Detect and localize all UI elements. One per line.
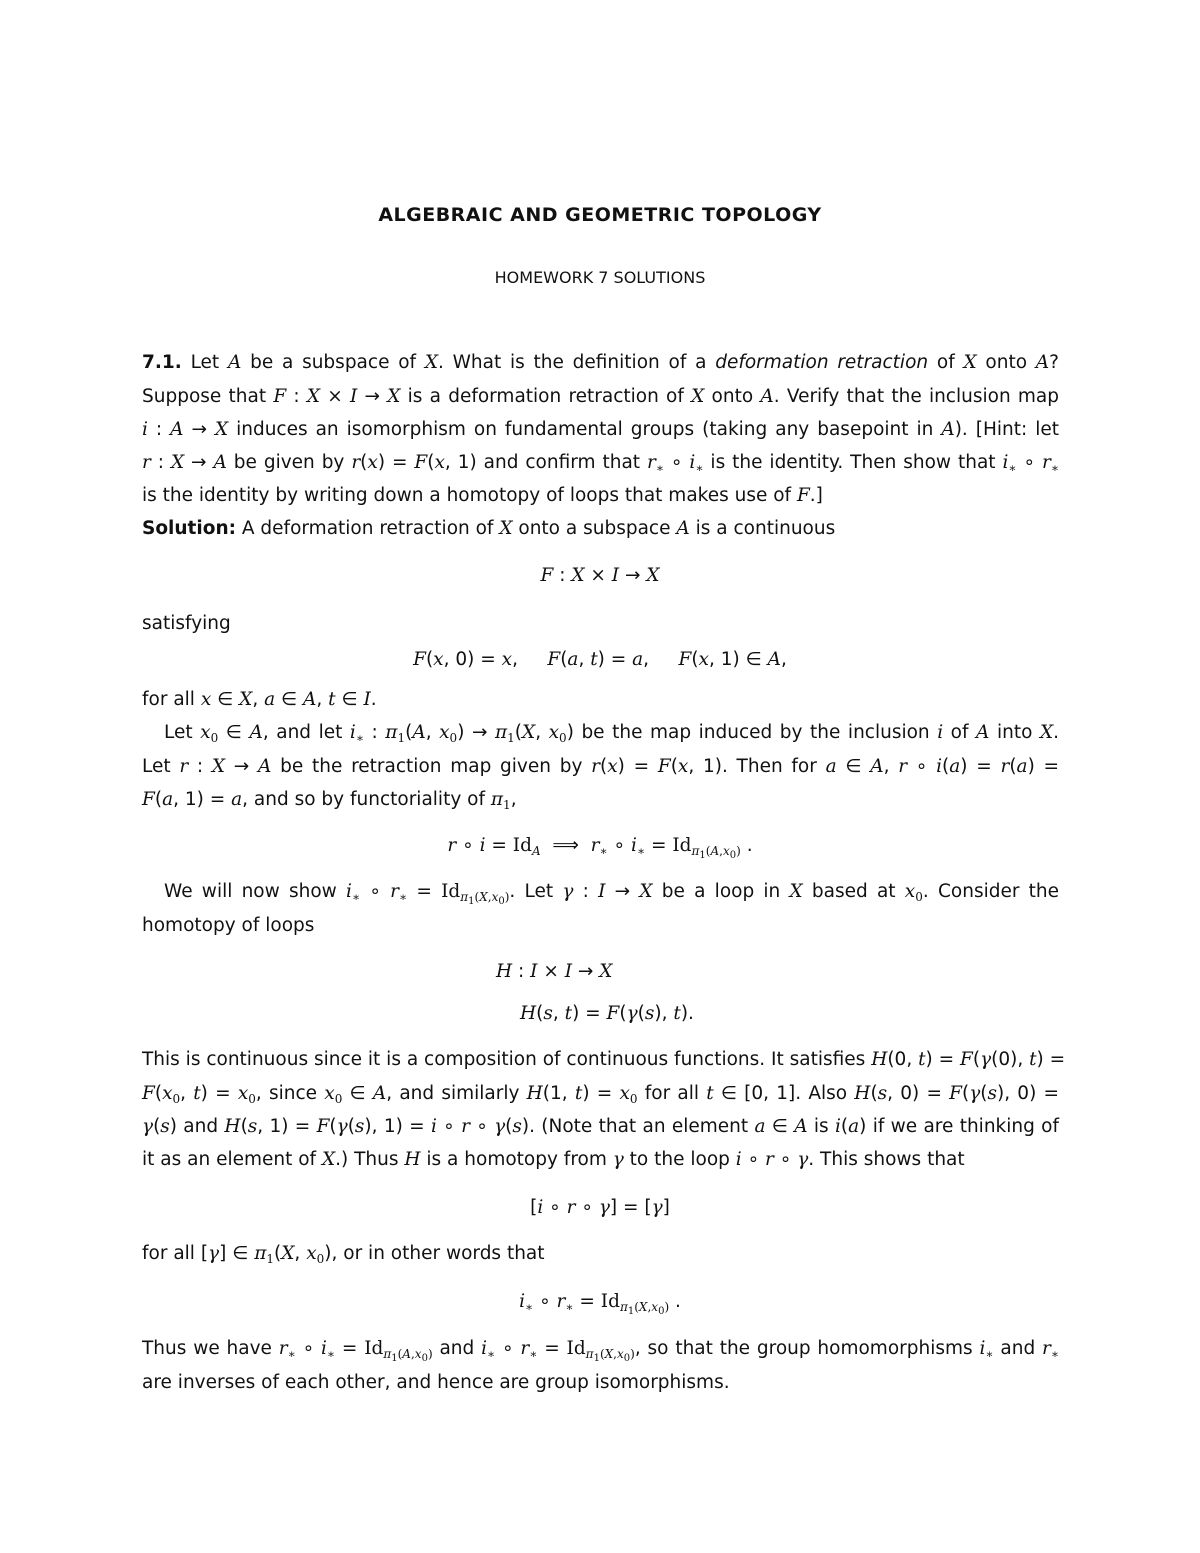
equation-homotopy-map: H : I × I → X bbox=[496, 961, 613, 982]
solution-paragraph-2-line-2: Let r : X → A be the retraction map given by r(x) = F(x, 1). Then for a ∈ A, r ∘ i(a) = r(a) = bbox=[142, 756, 1060, 777]
solution-paragraph-2-line-3: F(a, 1) = a, and so by functoriality of $\pi_1$, bbox=[142, 789, 517, 812]
page-title: ALGEBRAIC AND GEOMETRIC TOPOLOGY bbox=[378, 204, 822, 226]
problem-number: 7.1. bbox=[142, 352, 182, 373]
solution-paragraph-6-line-2: are inverses of each other, and hence are group isomorphisms. bbox=[142, 1372, 730, 1393]
solution-paragraph-2-line-1: Let $x_0$ ∈ A, and let $i_∗$ : $\pi_1(A$, $x_0) \to \pi_1(X$, $x_0$) be the map induced by the inclusion i of A into X. bbox=[164, 722, 1059, 745]
solution-paragraph-6-line-1: Thus we have $r_∗$ ∘ $i_∗ = Id_{\pi_1(A,x_0)}$ and $i_∗$ ∘ $r_∗ = Id_{\pi_1(X,x_0)}$, so that the group homomorphisms $i_∗$ and $r_∗$ bbox=[142, 1338, 1059, 1364]
solution-line-forall: for all x ∈ X, a ∈ A, t ∈ I. bbox=[142, 689, 377, 710]
solution-label: Solution: bbox=[142, 518, 237, 539]
solution-paragraph-3-line-2: homotopy of loops bbox=[142, 915, 315, 936]
equation-identity: $i_∗$ ∘ $r_∗ = Id_{\pi_1(X,x_0)}$ . bbox=[519, 1291, 681, 1317]
equation-conditions: F(x, 0) = x, F(a, t) = a, F(x, 1) ∈ A, bbox=[413, 649, 787, 670]
problem-line-4: r : X → A be given by r(x) = F(x, 1) and confirm that $r_∗$ ∘ $i_∗$ is the identity. Then show that $i_∗$ ∘ $r_∗$ bbox=[142, 452, 1060, 475]
solution-line-satisfying: satisfying bbox=[142, 613, 231, 634]
problem-line-5: is the identity by writing down a homotopy of loops that makes use of F.] bbox=[142, 485, 823, 506]
equation-loop-class: [i ∘ r ∘ γ] = [γ] bbox=[530, 1197, 670, 1218]
solution-paragraph-4-line-2: $F(x_0$, $t) = x_0$, since $x_0$ ∈ A, and similarly H(1, $t) = x_0$ for all t ∈ [0, 1]. Also H(s, 0) = F(γ(s), 0) = bbox=[142, 1083, 1060, 1106]
equation-deformation-map: F : X × I → X bbox=[540, 565, 660, 586]
solution-paragraph-5-line-1: for all [γ] ∈ $\pi_1(X$, $x_0$), or in other words that bbox=[142, 1243, 545, 1266]
solution-paragraph-3-line-1: We will now show $i_∗$ ∘ $r_∗ = Id_{\pi_1(X,x_0)}$. Let γ : I → X be a loop in X based at $x_0$. Consider the bbox=[164, 881, 1060, 907]
equation-functoriality: r ∘ $i = Id_A$ ⟹ $r_∗$ ∘ $i_∗ = Id_{\pi_1(A,x_0)}$ . bbox=[447, 835, 753, 861]
solution-paragraph-4-line-1: This is continuous since it is a composition of continuous functions. It satisfies H(0, t) = F(γ(0), t) = bbox=[142, 1049, 1066, 1070]
equation-homotopy-def: H(s, t) = F(γ(s), t). bbox=[520, 1003, 694, 1024]
solution-line-1: Solution: A deformation retraction of X onto a subspace A is a continuous bbox=[142, 518, 836, 539]
problem-line-2: Suppose that F : X × I → X is a deformation retraction of X onto A. Verify that the inclusion map bbox=[142, 386, 1059, 407]
solution-paragraph-4-line-4: it as an element of X.) Thus H is a homotopy from γ to the loop i ∘ r ∘ γ. This shows that bbox=[142, 1149, 965, 1170]
problem-line-1: 7.1. Let A be a subspace of X. What is the definition of a deformation retraction of X onto A? bbox=[142, 352, 1059, 373]
solution-paragraph-4-line-3: γ(s) and H(s, 1) = F(γ(s), 1) = i ∘ r ∘ γ(s). (Note that an element a ∈ A is i(a) if we are thinking of bbox=[142, 1116, 1060, 1137]
problem-line-3: i : A → X induces an isomorphism on fundamental groups (taking any basepoint in A). [Hint: let bbox=[142, 419, 1059, 440]
page-subtitle: HOMEWORK 7 SOLUTIONS bbox=[494, 268, 706, 287]
